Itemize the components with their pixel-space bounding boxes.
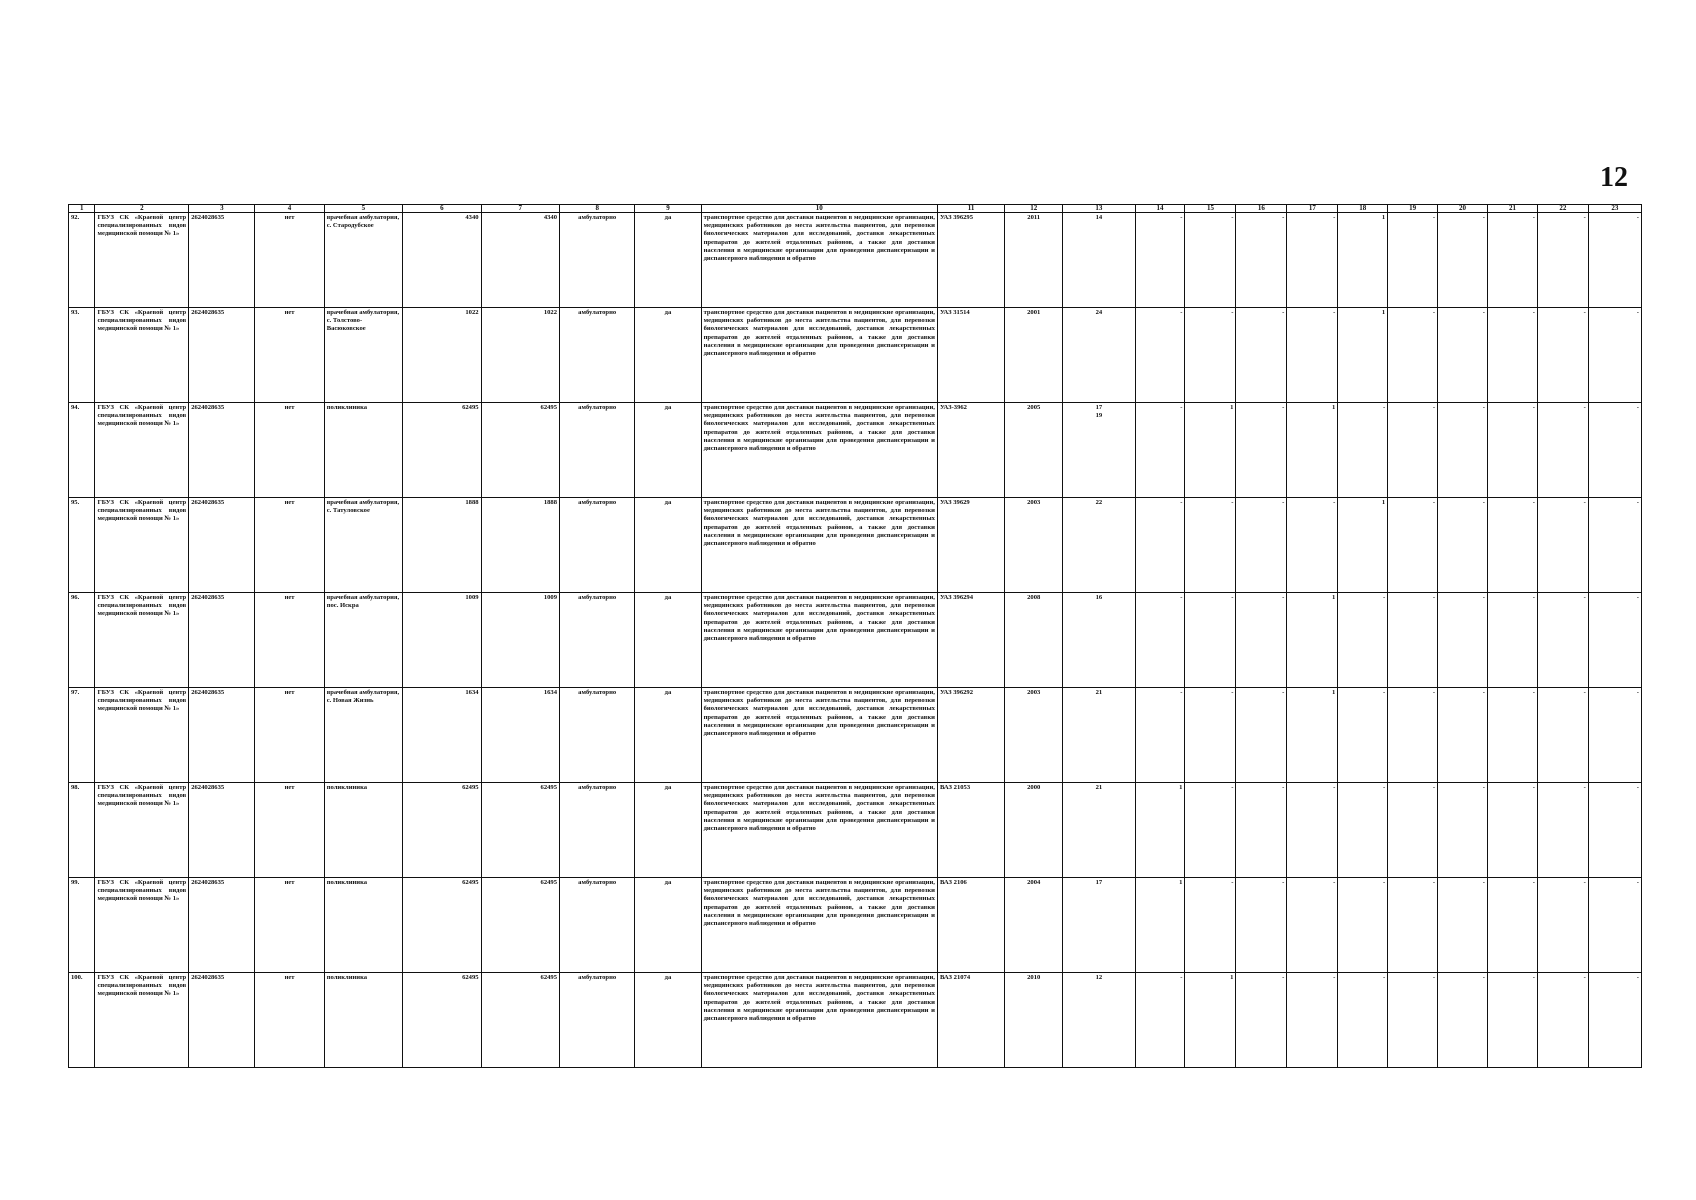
facility-name: врачебная амбулатория, пос. Искра	[324, 593, 402, 688]
flag-cell: нет	[255, 498, 324, 593]
inn: 2624028635	[189, 593, 255, 688]
population-served-cell: 4340	[481, 213, 559, 308]
flag-cell: нет	[255, 973, 324, 1068]
count-cell-col-16: -	[1236, 878, 1287, 973]
column-header: 5	[324, 205, 402, 213]
count-cell-col-20: -	[1438, 783, 1488, 878]
age-cell: 17 19	[1063, 403, 1135, 498]
count-cell-col-21: -	[1488, 593, 1538, 688]
count-cell-col-15: 1	[1185, 403, 1236, 498]
organization-name: ГБУЗ СК «Краевой центр специализированных видов медицинской помощи № 1»	[95, 403, 189, 498]
count-cell-col-17: -	[1287, 973, 1338, 1068]
flag-cell: да	[635, 593, 701, 688]
count-cell-col-20: -	[1438, 878, 1488, 973]
facility-name: врачебная амбулатория, с. Толстово-Васюковское	[324, 308, 402, 403]
count-cell-col-17: 1	[1287, 593, 1338, 688]
flag-cell: нет	[255, 308, 324, 403]
care-type: амбулаторно	[560, 308, 635, 403]
population-served-cell: 1009	[481, 593, 559, 688]
year-cell: 2010	[1005, 973, 1063, 1068]
count-cell-col-19: -	[1388, 213, 1438, 308]
vehicle-model: ВАЗ 2106	[937, 878, 1004, 973]
inn: 2624028635	[189, 403, 255, 498]
count-cell-col-23: -	[1588, 213, 1641, 308]
count-cell-col-21: -	[1488, 403, 1538, 498]
count-cell-col-19: -	[1388, 308, 1438, 403]
count-cell-col-14: -	[1135, 498, 1185, 593]
column-header: 16	[1236, 205, 1287, 213]
population-served-cell: 62495	[481, 973, 559, 1068]
count-cell-col-18: -	[1338, 688, 1388, 783]
inn: 2624028635	[189, 213, 255, 308]
count-cell-col-17: 1	[1287, 688, 1338, 783]
flag-cell: нет	[255, 688, 324, 783]
count-cell-col-16: -	[1236, 783, 1287, 878]
count-cell-col-17: -	[1287, 498, 1338, 593]
age-cell: 22	[1063, 498, 1135, 593]
count-cell-col-17: -	[1287, 783, 1338, 878]
population-served-cell: 1634	[481, 688, 559, 783]
count-cell-col-19: -	[1388, 403, 1438, 498]
table-row	[69, 593, 1642, 688]
count-cell-col-21: -	[1488, 878, 1538, 973]
count-cell-col-14: -	[1135, 403, 1185, 498]
count-cell-col-18: -	[1338, 403, 1388, 498]
vehicle-purpose: транспортное средство для доставки пациентов в медицинские организации, медицинских работников до места жительства пациентов, для перевозки биологических материалов для исследований, доставки лекарственных препаратов до жителей отдаленных районов, а также для доставки населения в медицинские организации для проведения диспансеризации и диспансерного наблюдения и обратно	[701, 878, 937, 973]
column-header: 19	[1388, 205, 1438, 213]
count-cell-col-16: -	[1236, 688, 1287, 783]
vehicle-model: УАЗ 39629	[937, 498, 1004, 593]
table-body	[69, 213, 1642, 1068]
vehicle-model: УАЗ 31514	[937, 308, 1004, 403]
vehicle-purpose: транспортное средство для доставки пациентов в медицинские организации, медицинских работников до места жительства пациентов, для перевозки биологических материалов для исследований, доставки лекарственных препаратов до жителей отдаленных районов, а также для доставки населения в медицинские организации для проведения диспансеризации и диспансерного наблюдения и обратно	[701, 688, 937, 783]
count-cell-col-15: -	[1185, 878, 1236, 973]
count-cell-col-21: -	[1488, 498, 1538, 593]
count-cell-col-20: -	[1438, 308, 1488, 403]
count-cell-col-23: -	[1588, 973, 1641, 1068]
care-type: амбулаторно	[560, 498, 635, 593]
population-served-cell: 1888	[481, 498, 559, 593]
vehicle-model: ВАЗ 21074	[937, 973, 1004, 1068]
count-cell-col-21: -	[1488, 973, 1538, 1068]
flag-cell: нет	[255, 593, 324, 688]
population-cell: 62495	[403, 973, 481, 1068]
column-header: 14	[1135, 205, 1185, 213]
count-cell-col-20: -	[1438, 973, 1488, 1068]
facility-name: поликлиника	[324, 973, 402, 1068]
column-header: 13	[1063, 205, 1135, 213]
column-header: 11	[937, 205, 1004, 213]
count-cell-col-17: 1	[1287, 403, 1338, 498]
vehicle-model: УАЗ 396292	[937, 688, 1004, 783]
flag-cell: да	[635, 403, 701, 498]
count-cell-col-19: -	[1388, 593, 1438, 688]
organization-name: ГБУЗ СК «Краевой центр специализированных видов медицинской помощи № 1»	[95, 688, 189, 783]
population-cell: 4340	[403, 213, 481, 308]
row-number: 93.	[69, 308, 95, 403]
count-cell-col-14: -	[1135, 593, 1185, 688]
age-cell: 17	[1063, 878, 1135, 973]
inn: 2624028635	[189, 498, 255, 593]
care-type: амбулаторно	[560, 973, 635, 1068]
population-served-cell: 1022	[481, 308, 559, 403]
count-cell-col-21: -	[1488, 213, 1538, 308]
population-served-cell: 62495	[481, 783, 559, 878]
year-cell: 2011	[1005, 213, 1063, 308]
row-number: 100.	[69, 973, 95, 1068]
count-cell-col-19: -	[1388, 498, 1438, 593]
inn: 2624028635	[189, 783, 255, 878]
column-header: 4	[255, 205, 324, 213]
table-row	[69, 403, 1642, 498]
count-cell-col-23: -	[1588, 403, 1641, 498]
facility-name: врачебная амбулатория, с. Татуловское	[324, 498, 402, 593]
count-cell-col-15: -	[1185, 688, 1236, 783]
year-cell: 2003	[1005, 688, 1063, 783]
organization-name: ГБУЗ СК «Краевой центр специализированных видов медицинской помощи № 1»	[95, 878, 189, 973]
count-cell-col-20: -	[1438, 213, 1488, 308]
year-cell: 2001	[1005, 308, 1063, 403]
page-number: 12	[1600, 162, 1628, 193]
count-cell-col-17: -	[1287, 213, 1338, 308]
inn: 2624028635	[189, 878, 255, 973]
count-cell-col-14: -	[1135, 688, 1185, 783]
flag-cell: да	[635, 498, 701, 593]
vehicle-model: УАЗ 396294	[937, 593, 1004, 688]
column-header: 22	[1537, 205, 1588, 213]
count-cell-col-18: -	[1338, 783, 1388, 878]
count-cell-col-16: -	[1236, 308, 1287, 403]
count-cell-col-23: -	[1588, 593, 1641, 688]
inn: 2624028635	[189, 973, 255, 1068]
count-cell-col-14: -	[1135, 213, 1185, 308]
count-cell-col-18: -	[1338, 593, 1388, 688]
flag-cell: да	[635, 213, 701, 308]
age-cell: 21	[1063, 783, 1135, 878]
row-number: 95.	[69, 498, 95, 593]
care-type: амбулаторно	[560, 403, 635, 498]
column-header: 6	[403, 205, 481, 213]
count-cell-col-20: -	[1438, 593, 1488, 688]
column-header: 3	[189, 205, 255, 213]
count-cell-col-17: -	[1287, 308, 1338, 403]
care-type: амбулаторно	[560, 593, 635, 688]
count-cell-col-21: -	[1488, 308, 1538, 403]
column-header: 10	[701, 205, 937, 213]
care-type: амбулаторно	[560, 878, 635, 973]
column-header: 7	[481, 205, 559, 213]
column-header: 1	[69, 205, 95, 213]
population-cell: 1009	[403, 593, 481, 688]
count-cell-col-17: -	[1287, 878, 1338, 973]
count-cell-col-15: -	[1185, 213, 1236, 308]
count-cell-col-22: -	[1537, 973, 1588, 1068]
table-row	[69, 213, 1642, 308]
population-cell: 62495	[403, 783, 481, 878]
inn: 2624028635	[189, 308, 255, 403]
year-cell: 2005	[1005, 403, 1063, 498]
vehicle-model: УАЗ 396295	[937, 213, 1004, 308]
facility-name: поликлиника	[324, 403, 402, 498]
count-cell-col-16: -	[1236, 213, 1287, 308]
count-cell-col-18: -	[1338, 973, 1388, 1068]
column-header: 9	[635, 205, 701, 213]
count-cell-col-23: -	[1588, 878, 1641, 973]
facility-name: врачебная амбулатория, с. Стародубское	[324, 213, 402, 308]
row-number: 98.	[69, 783, 95, 878]
count-cell-col-19: -	[1388, 783, 1438, 878]
table-row	[69, 308, 1642, 403]
age-cell: 16	[1063, 593, 1135, 688]
row-number: 94.	[69, 403, 95, 498]
count-cell-col-15: -	[1185, 593, 1236, 688]
column-header: 21	[1488, 205, 1538, 213]
count-cell-col-23: -	[1588, 498, 1641, 593]
count-cell-col-22: -	[1537, 308, 1588, 403]
count-cell-col-15: -	[1185, 308, 1236, 403]
vehicle-purpose: транспортное средство для доставки пациентов в медицинские организации, медицинских работников до места жительства пациентов, для перевозки биологических материалов для исследований, доставки лекарственных препаратов до жителей отдаленных районов, а также для доставки населения в медицинские организации для проведения диспансеризации и диспансерного наблюдения и обратно	[701, 973, 937, 1068]
population-served-cell: 62495	[481, 403, 559, 498]
vehicle-purpose: транспортное средство для доставки пациентов в медицинские организации, медицинских работников до места жительства пациентов, для перевозки биологических материалов для исследований, доставки лекарственных препаратов до жителей отдаленных районов, а также для доставки населения в медицинские организации для проведения диспансеризации и диспансерного наблюдения и обратно	[701, 403, 937, 498]
flag-cell: да	[635, 308, 701, 403]
count-cell-col-20: -	[1438, 688, 1488, 783]
row-number: 92.	[69, 213, 95, 308]
column-header: 17	[1287, 205, 1338, 213]
year-cell: 2003	[1005, 498, 1063, 593]
count-cell-col-22: -	[1537, 403, 1588, 498]
table-row	[69, 783, 1642, 878]
organization-name: ГБУЗ СК «Краевой центр специализированных видов медицинской помощи № 1»	[95, 973, 189, 1068]
table-row	[69, 878, 1642, 973]
age-cell: 12	[1063, 973, 1135, 1068]
vehicle-register-table	[68, 204, 1642, 1068]
flag-cell: да	[635, 783, 701, 878]
year-cell: 2008	[1005, 593, 1063, 688]
population-cell: 1634	[403, 688, 481, 783]
vehicle-purpose: транспортное средство для доставки пациентов в медицинские организации, медицинских работников до места жительства пациентов, для перевозки биологических материалов для исследований, доставки лекарственных препаратов до жителей отдаленных районов, а также для доставки населения в медицинские организации для проведения диспансеризации и диспансерного наблюдения и обратно	[701, 593, 937, 688]
count-cell-col-21: -	[1488, 688, 1538, 783]
count-cell-col-18: 1	[1338, 308, 1388, 403]
table-row	[69, 973, 1642, 1068]
count-cell-col-21: -	[1488, 783, 1538, 878]
population-served-cell: 62495	[481, 878, 559, 973]
vehicle-purpose: транспортное средство для доставки пациентов в медицинские организации, медицинских работников до места жительства пациентов, для перевозки биологических материалов для исследований, доставки лекарственных препаратов до жителей отдаленных районов, а также для доставки населения в медицинские организации для проведения диспансеризации и диспансерного наблюдения и обратно	[701, 783, 937, 878]
flag-cell: нет	[255, 403, 324, 498]
count-cell-col-23: -	[1588, 783, 1641, 878]
flag-cell: да	[635, 973, 701, 1068]
count-cell-col-16: -	[1236, 973, 1287, 1068]
count-cell-col-14: -	[1135, 973, 1185, 1068]
inn: 2624028635	[189, 688, 255, 783]
count-cell-col-16: -	[1236, 403, 1287, 498]
count-cell-col-18: -	[1338, 878, 1388, 973]
column-header: 12	[1005, 205, 1063, 213]
row-number: 99.	[69, 878, 95, 973]
count-cell-col-19: -	[1388, 688, 1438, 783]
count-cell-col-14: 1	[1135, 783, 1185, 878]
count-cell-col-15: -	[1185, 783, 1236, 878]
vehicle-model: УАЗ-3962	[937, 403, 1004, 498]
vehicle-model: ВАЗ 21053	[937, 783, 1004, 878]
population-cell: 62495	[403, 403, 481, 498]
count-cell-col-22: -	[1537, 783, 1588, 878]
row-number: 96.	[69, 593, 95, 688]
age-cell: 24	[1063, 308, 1135, 403]
count-cell-col-19: -	[1388, 878, 1438, 973]
facility-name: поликлиника	[324, 878, 402, 973]
count-cell-col-22: -	[1537, 688, 1588, 783]
population-cell: 62495	[403, 878, 481, 973]
count-cell-col-22: -	[1537, 498, 1588, 593]
count-cell-col-19: -	[1388, 973, 1438, 1068]
population-cell: 1888	[403, 498, 481, 593]
count-cell-col-22: -	[1537, 878, 1588, 973]
age-cell: 21	[1063, 688, 1135, 783]
vehicle-purpose: транспортное средство для доставки пациентов в медицинские организации, медицинских работников до места жительства пациентов, для перевозки биологических материалов для исследований, доставки лекарственных препаратов до жителей отдаленных районов, а также для доставки населения в медицинские организации для проведения диспансеризации и диспансерного наблюдения и обратно	[701, 308, 937, 403]
care-type: амбулаторно	[560, 783, 635, 878]
column-header: 15	[1185, 205, 1236, 213]
care-type: амбулаторно	[560, 688, 635, 783]
facility-name: врачебная амбулатория, с. Новая Жизнь	[324, 688, 402, 783]
count-cell-col-23: -	[1588, 688, 1641, 783]
count-cell-col-22: -	[1537, 213, 1588, 308]
organization-name: ГБУЗ СК «Краевой центр специализированных видов медицинской помощи № 1»	[95, 213, 189, 308]
flag-cell: нет	[255, 213, 324, 308]
table-row	[69, 498, 1642, 593]
year-cell: 2000	[1005, 783, 1063, 878]
count-cell-col-20: -	[1438, 403, 1488, 498]
column-header: 20	[1438, 205, 1488, 213]
population-cell: 1022	[403, 308, 481, 403]
flag-cell: нет	[255, 783, 324, 878]
count-cell-col-23: -	[1588, 308, 1641, 403]
column-header: 2	[95, 205, 189, 213]
organization-name: ГБУЗ СК «Краевой центр специализированных видов медицинской помощи № 1»	[95, 498, 189, 593]
vehicle-purpose: транспортное средство для доставки пациентов в медицинские организации, медицинских работников до места жительства пациентов, для перевозки биологических материалов для исследований, доставки лекарственных препаратов до жителей отдаленных районов, а также для доставки населения в медицинские организации для проведения диспансеризации и диспансерного наблюдения и обратно	[701, 213, 937, 308]
organization-name: ГБУЗ СК «Краевой центр специализированных видов медицинской помощи № 1»	[95, 593, 189, 688]
count-cell-col-16: -	[1236, 593, 1287, 688]
count-cell-col-18: 1	[1338, 498, 1388, 593]
count-cell-col-16: -	[1236, 498, 1287, 593]
column-header: 23	[1588, 205, 1641, 213]
flag-cell: да	[635, 878, 701, 973]
flag-cell: нет	[255, 878, 324, 973]
count-cell-col-14: -	[1135, 308, 1185, 403]
year-cell: 2004	[1005, 878, 1063, 973]
table-row	[69, 688, 1642, 783]
column-header: 18	[1338, 205, 1388, 213]
column-number-header	[69, 205, 1642, 213]
care-type: амбулаторно	[560, 213, 635, 308]
count-cell-col-18: 1	[1338, 213, 1388, 308]
count-cell-col-15: 1	[1185, 973, 1236, 1068]
facility-name: поликлиника	[324, 783, 402, 878]
count-cell-col-15: -	[1185, 498, 1236, 593]
age-cell: 14	[1063, 213, 1135, 308]
count-cell-col-22: -	[1537, 593, 1588, 688]
vehicle-purpose: транспортное средство для доставки пациентов в медицинские организации, медицинских работников до места жительства пациентов, для перевозки биологических материалов для исследований, доставки лекарственных препаратов до жителей отдаленных районов, а также для доставки населения в медицинские организации для проведения диспансеризации и диспансерного наблюдения и обратно	[701, 498, 937, 593]
organization-name: ГБУЗ СК «Краевой центр специализированных видов медицинской помощи № 1»	[95, 308, 189, 403]
column-header: 8	[560, 205, 635, 213]
organization-name: ГБУЗ СК «Краевой центр специализированных видов медицинской помощи № 1»	[95, 783, 189, 878]
count-cell-col-14: 1	[1135, 878, 1185, 973]
count-cell-col-20: -	[1438, 498, 1488, 593]
row-number: 97.	[69, 688, 95, 783]
flag-cell: да	[635, 688, 701, 783]
